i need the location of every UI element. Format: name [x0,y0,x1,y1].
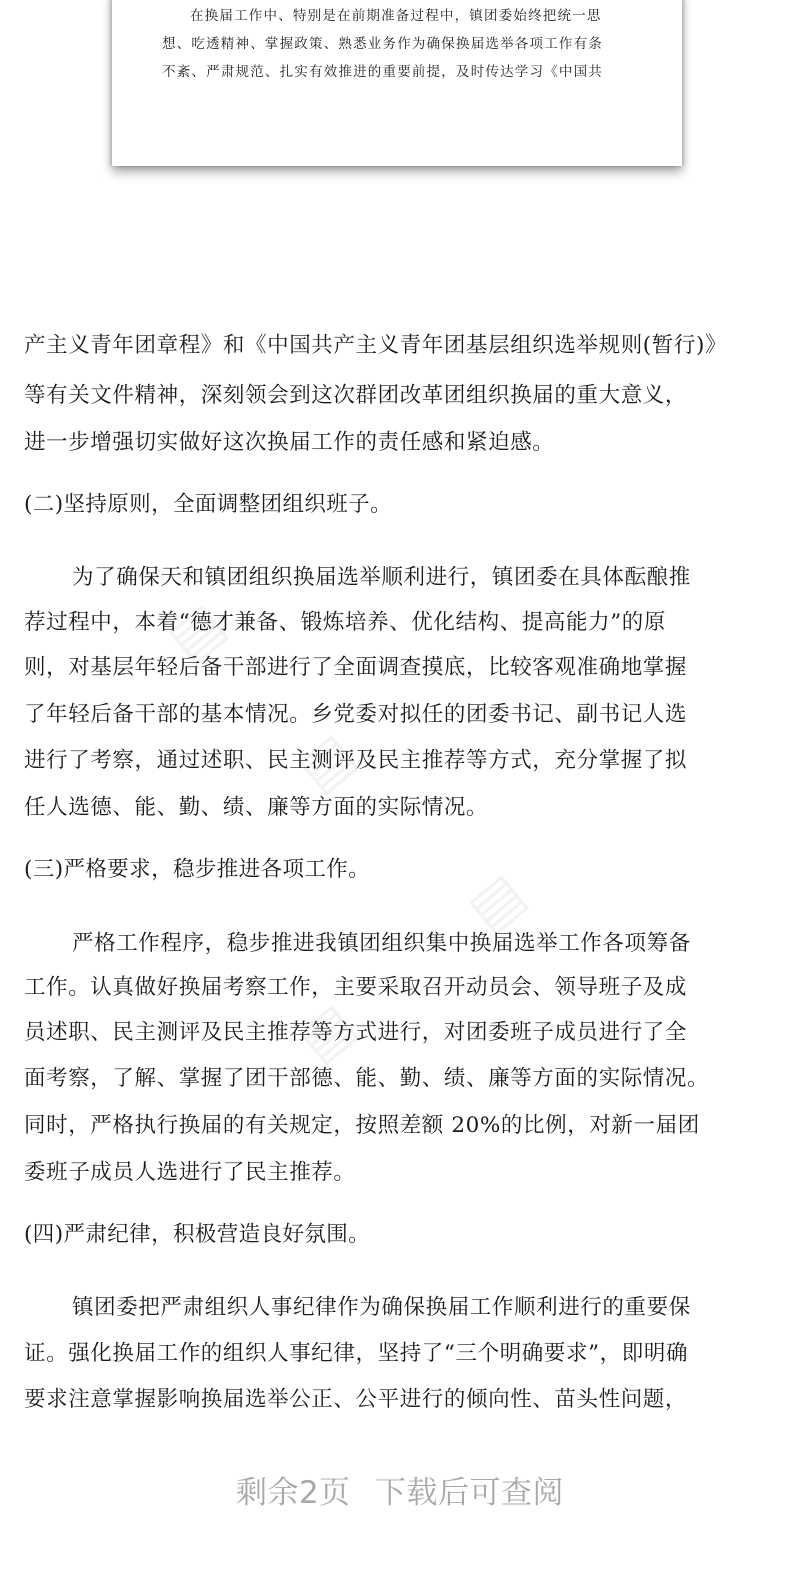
preview-line: 在换届工作中、特别是在前期准备过程中，镇团委始终把统一思 [190,8,602,24]
watermark-logo: ▤ [455,860,538,945]
paragraph-line: 员述职、民主测评及民主推荐等方式进行，对团委班子成员进行了全 [24,1020,688,1045]
paragraph-line: 进行了考察，通过述职、民主测评及民主推荐等方式，充分掌握了拟 [24,748,688,773]
preview-paragraph [162,2,634,86]
remaining-pages-download-prompt[interactable]: 剩余2页 下载后可查阅 [235,1475,565,1511]
paragraph-line: 委班子成员人选进行了民主推荐。 [24,1160,356,1185]
paragraph-line: 镇团委把严肃组织人事纪律作为确保换届工作顺利进行的重要保 [72,1295,691,1320]
watermark-logo: ▤ [285,720,368,805]
paragraph-line: 严格工作程序，稳步推进我镇团组织集中换届选举工作各项筹备 [72,931,691,956]
section-heading: (二)坚持原则，全面调整团组织班子。 [24,492,392,517]
watermark-logo: ▤ [285,990,368,1075]
paragraph-line: 工作。认真做好换届考察工作，主要采取召开动员会、领导班子及成 [24,975,688,1000]
paragraph-line: 任人选德、能、勤、绩、廉等方面的实际情况。 [24,795,489,820]
paragraph-line: 为了确保天和镇团组织换届选举顺利进行，镇团委在具体酝酿推 [72,565,691,590]
paragraph-line: 了年轻后备干部的基本情况。乡党委对拟任的团委书记、副书记人选 [24,702,688,727]
paragraph-line: 面考察，了解、掌握了团干部德、能、勤、绩、廉等方面的实际情况。 [24,1066,710,1091]
paragraph-line: 证。强化换届工作的组织人事纪律，坚持了“三个明确要求”，即明确 [24,1341,689,1366]
section-heading: (三)严格要求，稳步推进各项工作。 [24,857,371,882]
paragraph-line: 荐过程中，本着“德才兼备、锻炼培养、优化结构、提高能力”的原 [24,610,666,635]
paragraph-line: 产主义青年团章程》和《中国共产主义青年团基层组织选举规则(暂行)》 [24,333,728,358]
paragraph-line: 同时，严格执行换届的有关规定，按照差额 20%的比例，对新一届团 [24,1113,700,1138]
paragraph-line: 则，对基层年轻后备干部进行了全面调查摸底，比较客观准确地掌握 [24,655,688,680]
preview-line: 不紊、严肃规范、扎实有效推进的重要前提，及时传达学习《中国共 [162,64,603,80]
preview-line: 想、吃透精神、掌握政策、熟悉业务作为确保换届选举各项工作有条 [162,36,603,52]
paragraph-line: 等有关文件精神，深刻领会到这次群团改革团组织换届的重大意义， [24,383,688,408]
watermark-logo: ▤ [155,590,238,675]
preview-page-card [112,0,682,166]
paragraph-line: 进一步增强切实做好这次换届工作的责任感和紧迫感。 [24,430,555,455]
section-heading: (四)严肃纪律，积极营造良好氛围。 [24,1222,371,1247]
paragraph-line: 要求注意掌握影响换届选举公正、公平进行的倾向性、苗头性问题， [24,1387,688,1412]
